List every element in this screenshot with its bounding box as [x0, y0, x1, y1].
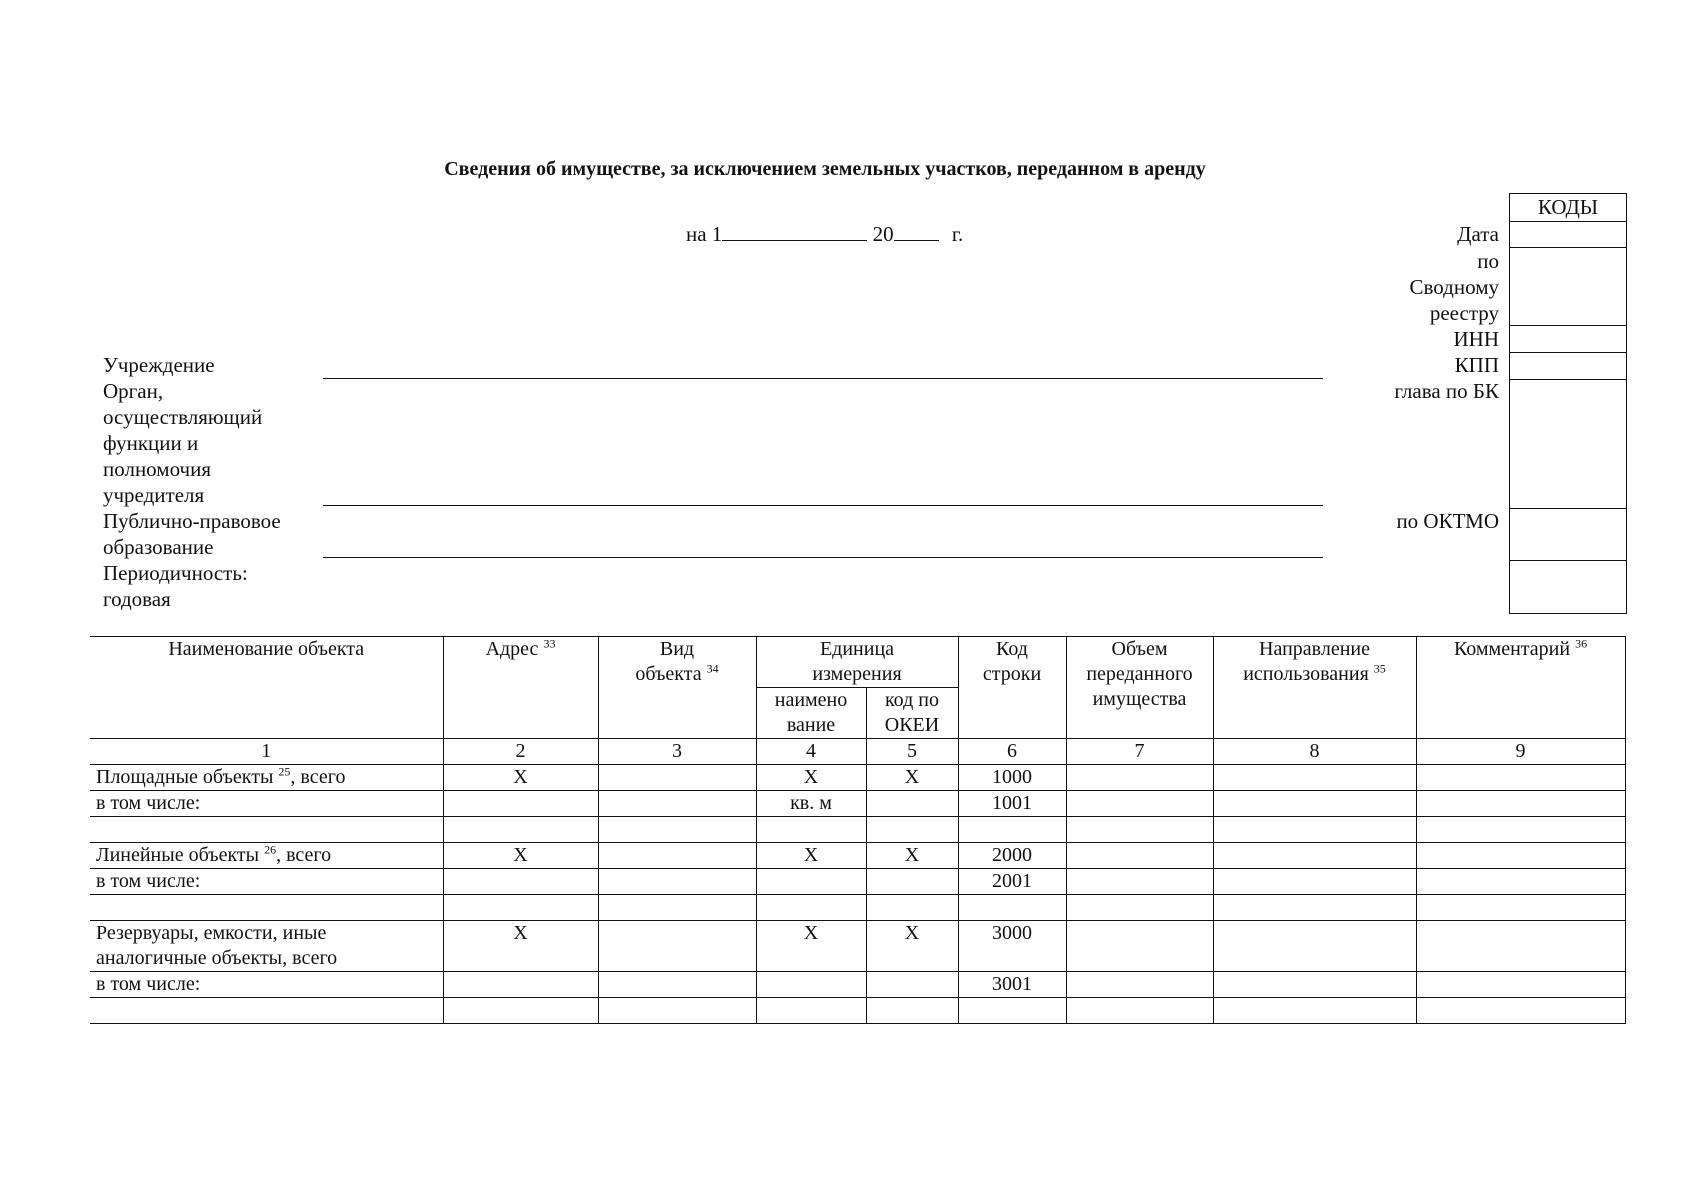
- header-unit-name: [756, 688, 866, 739]
- header-address: [443, 637, 598, 739]
- table-row: [90, 765, 1625, 791]
- header-volume-line: имущества: [1092, 688, 1187, 710]
- object-name-line: аналогичные объекты, всего: [96, 947, 338, 969]
- footnote-ref: 35: [1373, 661, 1386, 676]
- column-number: 4: [756, 739, 866, 765]
- volume-cell[interactable]: [1066, 869, 1213, 895]
- table-row: [90, 791, 1625, 817]
- header-address-text: Адрес: [485, 638, 539, 660]
- footnote-ref: 26: [264, 842, 277, 857]
- comment-cell[interactable]: [1416, 869, 1625, 895]
- header-direction-line: Направление: [1259, 638, 1370, 660]
- kind-cell[interactable]: [598, 765, 756, 791]
- public-entity-label-line: образование: [103, 535, 214, 559]
- object-name-cell: Площадные объекты $^{25}$, всего: [90, 765, 443, 791]
- header-row-code-line: строки: [982, 663, 1042, 685]
- institution-label: Учреждение: [103, 353, 215, 377]
- header-unit-code: [866, 688, 958, 739]
- column-number: 7: [1066, 739, 1213, 765]
- table-row: [90, 998, 1625, 1024]
- comment-cell[interactable]: [1416, 765, 1625, 791]
- public-entity-label: [103, 508, 281, 560]
- footnote-ref: 34: [706, 661, 719, 676]
- header-direction: [1213, 637, 1416, 739]
- direction-cell[interactable]: [1213, 843, 1416, 869]
- address-cell[interactable]: [443, 869, 598, 895]
- comment-cell[interactable]: [1416, 843, 1625, 869]
- unit-name-cell[interactable]: [756, 817, 866, 843]
- row-code-cell: 1001: [958, 791, 1066, 817]
- table-row: [90, 869, 1625, 895]
- oktmo-code-cell[interactable]: [1510, 509, 1626, 561]
- direction-cell[interactable]: [1213, 972, 1416, 998]
- table-row: [90, 895, 1625, 921]
- founder-label-line: осуществляющий: [103, 405, 263, 429]
- row-code-cell: 2000: [958, 843, 1066, 869]
- address-cell[interactable]: [443, 791, 598, 817]
- direction-cell[interactable]: [1213, 791, 1416, 817]
- unit-name-cell: X: [756, 843, 866, 869]
- unit-code-cell[interactable]: [866, 895, 958, 921]
- chapter-code-label: глава по БК: [1394, 379, 1499, 403]
- comment-cell[interactable]: [1416, 791, 1625, 817]
- table-row: [90, 817, 1625, 843]
- registry-label-line: по: [1477, 249, 1499, 273]
- column-numbers-row: [90, 739, 1625, 765]
- institution-fill-line[interactable]: [323, 378, 1323, 379]
- kind-cell[interactable]: [598, 921, 756, 972]
- object-name-cell[interactable]: [90, 895, 443, 921]
- object-name-cell[interactable]: [90, 998, 443, 1024]
- row-code-cell[interactable]: [958, 817, 1066, 843]
- unit-code-cell: X: [866, 843, 958, 869]
- kind-cell[interactable]: [598, 817, 756, 843]
- direction-cell[interactable]: [1213, 998, 1416, 1024]
- column-number: 3: [598, 739, 756, 765]
- kind-cell[interactable]: [598, 895, 756, 921]
- year-suffix: г.: [951, 222, 964, 246]
- date-code-cell[interactable]: [1510, 222, 1626, 248]
- column-number: 8: [1213, 739, 1416, 765]
- footnote-ref: 36: [1575, 636, 1588, 651]
- address-cell: X: [443, 765, 598, 791]
- kind-cell[interactable]: [598, 843, 756, 869]
- header-unit-code-line: код по: [884, 689, 939, 711]
- object-name-cell: в том числе:: [90, 791, 443, 817]
- direction-cell[interactable]: [1213, 765, 1416, 791]
- header-object-name: Наименование объекта: [90, 637, 443, 739]
- date-code-label: Дата: [1457, 222, 1499, 246]
- header-direction-line: использования $^{35}$: [1243, 661, 1386, 685]
- comment-cell[interactable]: [1416, 998, 1625, 1024]
- chapter-code-cell[interactable]: [1510, 380, 1626, 509]
- object-name-cell[interactable]: [90, 817, 443, 843]
- row-code-cell: 2001: [958, 869, 1066, 895]
- founder-label-line: Орган,: [103, 379, 164, 403]
- unit-code-cell: X: [866, 765, 958, 791]
- registry-label-line: реестру: [1429, 301, 1499, 325]
- founder-fill-line[interactable]: [323, 505, 1323, 506]
- registry-code-label: [1410, 248, 1500, 326]
- direction-cell[interactable]: [1213, 869, 1416, 895]
- date-prefix: на 1: [686, 222, 723, 246]
- unit-name-cell: X: [756, 921, 866, 972]
- object-name-cell: [90, 921, 443, 972]
- footnote-ref: 25: [278, 764, 291, 779]
- periodicity-label-line: Периодичность:: [103, 561, 248, 585]
- volume-cell[interactable]: [1066, 895, 1213, 921]
- header-unit-name-line: вание: [786, 714, 836, 736]
- volume-cell[interactable]: [1066, 843, 1213, 869]
- header-unit-line: Единица: [819, 638, 895, 660]
- unit-code-cell[interactable]: [866, 972, 958, 998]
- volume-cell[interactable]: [1066, 817, 1213, 843]
- column-number: 2: [443, 739, 598, 765]
- periodicity-label: [103, 560, 248, 612]
- founder-label-line: функции и: [103, 431, 199, 455]
- unit-code-cell[interactable]: [866, 998, 958, 1024]
- comment-cell[interactable]: [1416, 895, 1625, 921]
- unit-name-cell[interactable]: [756, 972, 866, 998]
- periodicity-label-line: годовая: [103, 587, 171, 611]
- comment-cell[interactable]: [1416, 972, 1625, 998]
- inn-code-cell[interactable]: [1510, 326, 1626, 353]
- object-name-cell: в том числе:: [90, 869, 443, 895]
- header-unit-code-line: ОКЕИ: [884, 714, 940, 736]
- oktmo-code-label: по ОКТМО: [1396, 509, 1499, 533]
- header-object-kind-line: Вид: [659, 638, 695, 660]
- comment-cell[interactable]: [1416, 817, 1625, 843]
- row-code-cell: 3001: [958, 972, 1066, 998]
- header-object-kind: [598, 637, 756, 739]
- public-entity-fill-line[interactable]: [323, 557, 1323, 558]
- row-code-cell[interactable]: [958, 998, 1066, 1024]
- header-row-code: [958, 637, 1066, 739]
- table-row: [90, 921, 1625, 972]
- unit-name-cell[interactable]: [756, 869, 866, 895]
- kpp-code-label: КПП: [1454, 353, 1499, 377]
- header-comment: [1416, 637, 1625, 739]
- year-prefix: 20: [872, 222, 894, 246]
- comment-cell[interactable]: [1416, 921, 1625, 972]
- date-day-month-blank: [722, 222, 867, 241]
- row-code-cell: 3000: [958, 921, 1066, 972]
- header-row-code-line: Код: [996, 638, 1028, 660]
- founder-label-line: полномочия: [103, 457, 211, 481]
- kind-cell[interactable]: [598, 869, 756, 895]
- header-volume-line: Объем: [1111, 638, 1168, 660]
- unit-name-cell: кв. м: [756, 791, 866, 817]
- inn-code-label: ИНН: [1453, 327, 1499, 351]
- kind-cell[interactable]: [598, 791, 756, 817]
- row-code-cell[interactable]: [958, 895, 1066, 921]
- volume-cell[interactable]: [1066, 972, 1213, 998]
- column-number: 9: [1416, 739, 1625, 765]
- kind-cell[interactable]: [598, 998, 756, 1024]
- column-number: 6: [958, 739, 1066, 765]
- unit-name-cell[interactable]: [756, 895, 866, 921]
- property-table: [90, 636, 1626, 1024]
- document-title: Сведения об имуществе, за исключением земельных участков, переданном в аренду: [444, 158, 1206, 180]
- codes-header: КОДЫ: [1510, 194, 1626, 222]
- header-unit-line: измерения: [812, 663, 902, 685]
- founder-label-line: учредителя: [103, 483, 205, 507]
- table-row: [90, 843, 1625, 869]
- volume-cell[interactable]: [1066, 998, 1213, 1024]
- unit-code-cell: X: [866, 921, 958, 972]
- address-cell: X: [443, 843, 598, 869]
- unit-name-cell: X: [756, 765, 866, 791]
- volume-cell[interactable]: [1066, 765, 1213, 791]
- direction-cell[interactable]: [1213, 817, 1416, 843]
- row-code-cell: 1000: [958, 765, 1066, 791]
- table-row: [90, 972, 1625, 998]
- header-volume-line: переданного: [1086, 663, 1193, 685]
- periodicity-code-cell[interactable]: [1510, 561, 1626, 613]
- registry-code-cell[interactable]: [1510, 248, 1626, 326]
- unit-code-cell[interactable]: [866, 791, 958, 817]
- unit-code-cell[interactable]: [866, 869, 958, 895]
- report-date-line: [686, 222, 963, 247]
- volume-cell[interactable]: [1066, 791, 1213, 817]
- address-cell: X: [443, 921, 598, 972]
- direction-cell[interactable]: [1213, 921, 1416, 972]
- object-name-cell: в том числе:: [90, 972, 443, 998]
- column-number: 1: [90, 739, 443, 765]
- registry-label-line: Сводному: [1409, 275, 1499, 299]
- unit-name-cell[interactable]: [756, 998, 866, 1024]
- codes-box: [1509, 193, 1627, 614]
- address-cell[interactable]: [443, 895, 598, 921]
- header-unit: [756, 637, 958, 688]
- kind-cell[interactable]: [598, 972, 756, 998]
- volume-cell[interactable]: [1066, 921, 1213, 972]
- footnote-ref: 33: [543, 636, 556, 651]
- year-blank: [894, 222, 939, 241]
- column-number: 5: [866, 739, 958, 765]
- public-entity-label-line: Публично-правовое: [103, 509, 281, 533]
- address-cell[interactable]: [443, 998, 598, 1024]
- unit-code-cell[interactable]: [866, 817, 958, 843]
- object-name-line: Резервуары, емкости, иные: [96, 922, 327, 944]
- kpp-code-cell[interactable]: [1510, 353, 1626, 380]
- founder-label: [103, 378, 262, 508]
- direction-cell[interactable]: [1213, 895, 1416, 921]
- header-object-kind-line: объекта $^{34}$: [635, 661, 719, 685]
- address-cell[interactable]: [443, 972, 598, 998]
- header-volume: [1066, 637, 1213, 739]
- header-unit-name-line: наимено: [774, 689, 848, 711]
- header-comment-text: Комментарий: [1453, 638, 1571, 660]
- address-cell[interactable]: [443, 817, 598, 843]
- object-name-cell: Линейные объекты $^{26}$, всего: [90, 843, 443, 869]
